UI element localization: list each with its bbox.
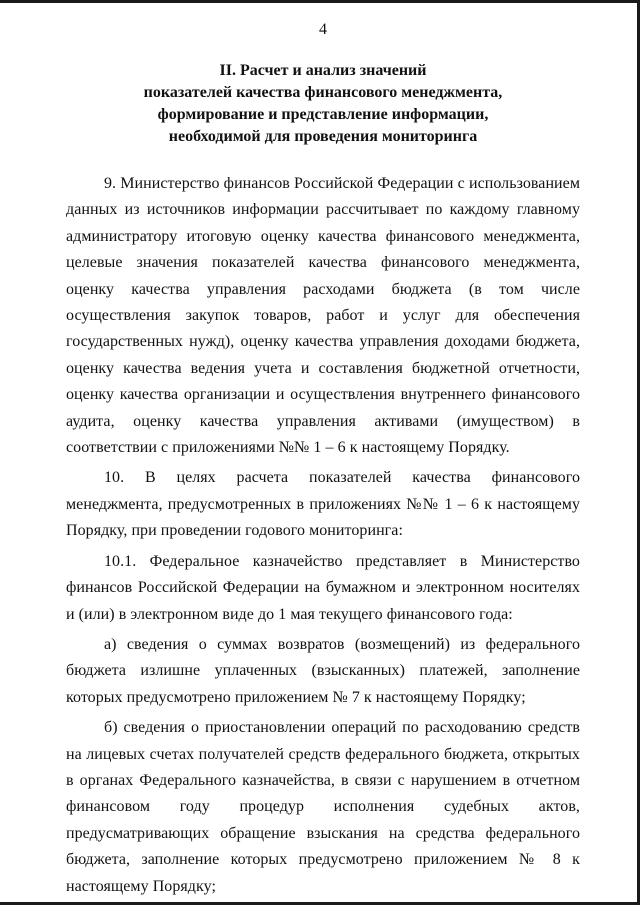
document-page bbox=[66, 20, 580, 904]
heading-line: II. Расчет и анализ значений bbox=[219, 62, 427, 79]
paragraph-9: 9. Министерство финансов Российской Федерации с использованием данных из источников информации рассчитывает по каждому главному администратору итоговую оценку качества финансового менеджмента, целевые значения показателей качества финансового менеджмента, оценку качества управления расходами бюджета (в том числе осуществления закупок товаров, работ и услуг для обеспечения государственных нужд), оценку качества управления доходами бюджета, оценку качества ведения учета и составления бюджетной отчетности, оценку качества организации и осуществления внутреннего финансового аудита, оценку качества управления активами (имуществом) в соответствии с приложениями №№ 1 – 6 к настоящему Порядку. bbox=[66, 175, 580, 457]
section-heading bbox=[66, 60, 580, 148]
heading-line: показателей качества финансового менеджмента, bbox=[143, 84, 503, 101]
page-number: 4 bbox=[319, 21, 327, 38]
paragraph-10: 10. В целях расчета показателей качества финансового менеджмента, предусмотренных в приложениях №№ 1 – 6 к настоящему Порядку, при проведении годового мониторинга: bbox=[66, 469, 580, 540]
scan-edge-top bbox=[0, 0, 640, 3]
heading-line: формирование и представление информации, bbox=[157, 106, 489, 123]
paragraph-10-1-a: а) сведения о суммах возвратов (возмещений) из федерального бюджета излишне уплаченных (взысканных) платежей, заполнение которых предусмотрено приложением № 7 к настоящему Порядку; bbox=[66, 635, 580, 706]
paragraph-10-1: 10.1. Федеральное казначейство представляет в Министерство финансов Российской Федерации на бумажном и электронном носителях и (или) в электронном виде до 1 мая текущего финансового года: bbox=[66, 552, 580, 623]
paragraph-10-1-b: б) сведения о приостановлении операций по расходованию средств на лицевых счетах получателей средств федерального бюджета, открытых в органах Федерального казначейства, в связи с нарушением в отчетном финансовом году процедур исполнения судебных актов, предусматривающих обращение взыскания на средства федерального бюджета, заполнение которых предусмотрено приложением № 8 к настоящему Порядку; bbox=[66, 719, 580, 895]
heading-line: необходимой для проведения мониторинга bbox=[168, 128, 478, 145]
